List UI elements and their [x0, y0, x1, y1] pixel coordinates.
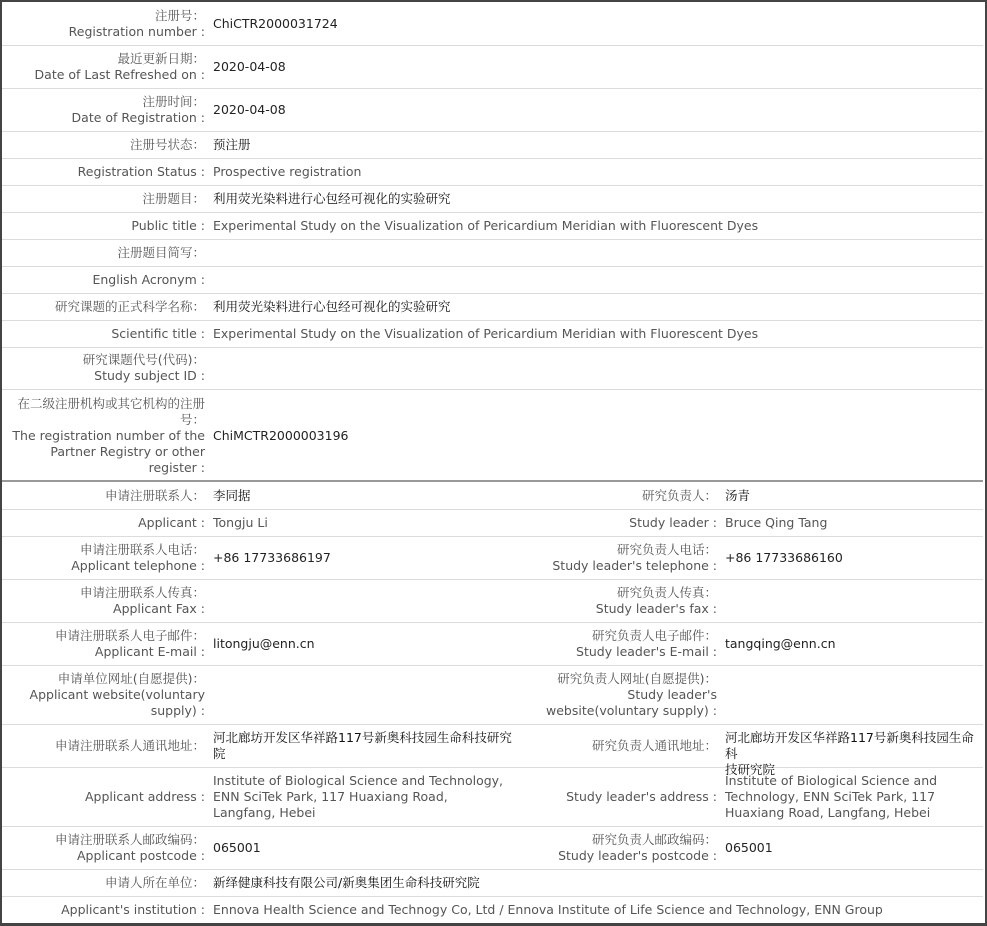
- label-institution-cn: 申请人所在单位：: [104, 875, 205, 890]
- label-cn: 研究负责人电子邮件: [591, 628, 705, 643]
- value-study-leader-en: Bruce Qing Tang: [725, 515, 828, 530]
- value-study-leader-email: tangqing@enn.cn: [725, 636, 836, 651]
- value-status-cn: 预注册: [213, 137, 251, 152]
- label-cn: 研究课题代号(代码): [82, 352, 193, 367]
- value-last-refreshed: 2020-04-08: [213, 59, 286, 74]
- label-status-cn: 注册号状态：: [129, 137, 205, 152]
- label-cn: 申请注册联系人: [104, 488, 193, 503]
- label-acronym-cn: 注册题目简写：: [117, 245, 205, 260]
- label-cn: 研究负责人邮政编码: [591, 832, 705, 847]
- value-line-2: Technology, ENN SciTek Park, 117: [725, 789, 936, 804]
- row-address-en: [2, 768, 983, 827]
- value-applicant-cn: 李同据: [213, 488, 251, 503]
- label-cn: 注册时间: [142, 94, 193, 109]
- row-status-cn: [2, 132, 983, 159]
- value-scientific-title-en: Experimental Study on the Visualization of Pericardium Meridian with Fluorescent Dyes: [213, 326, 759, 341]
- label-en: Study leader's fax: [595, 601, 709, 616]
- label-en: Date of Last Refreshed on: [34, 67, 197, 82]
- label-applicant-telephone: 申请注册联系人电话： Applicant telephone :: [71, 542, 205, 573]
- label-applicant-fax: 申请注册联系人传真： Applicant Fax :: [79, 585, 205, 616]
- label-study-subject-id: 研究课题代号(代码)： Study subject ID :: [82, 352, 205, 383]
- label-study-leader-cn: 研究负责人：: [641, 488, 717, 503]
- label-institution-en: Applicant's institution :: [61, 902, 205, 917]
- value-line-2: 院: [213, 746, 226, 761]
- row-acronym-cn: [2, 240, 983, 267]
- row-postcode: [2, 827, 983, 870]
- value-public-title-en: Experimental Study on the Visualization of Pericardium Meridian with Fluorescent Dyes: [213, 218, 759, 233]
- value-scientific-title-cn: 利用荧光染料进行心包经可视化的实验研究: [213, 299, 451, 314]
- label-en-line-2: supply): [150, 703, 197, 718]
- label-en: Applicant postcode: [76, 848, 197, 863]
- label-scientific-title-cn: 研究课题的正式科学名称：: [54, 299, 205, 314]
- label-en: Study leader: [629, 515, 709, 530]
- label-en: Study leader's address: [566, 789, 709, 804]
- label-cn: 申请单位网址(自愿提供): [57, 671, 193, 686]
- value-public-title-cn: 利用荧光染料进行心包经可视化的实验研究: [213, 191, 451, 206]
- value-line-1: Institute of Biological Science and: [725, 773, 938, 788]
- label-en: Applicant Fax: [113, 601, 197, 616]
- value-line-3: Huaxiang Road, Langfang, Hebei: [725, 805, 931, 820]
- label-en: Date of Registration: [71, 110, 197, 125]
- label-en-line-3: register: [148, 460, 197, 475]
- label-applicant-address-en: Applicant address :: [85, 789, 205, 804]
- label-cn: 申请人所在单位: [104, 875, 193, 890]
- value-applicant-address-cn: [213, 730, 512, 762]
- value-applicant-address-en: [213, 773, 503, 821]
- value-applicant-email: litongju@enn.cn: [213, 636, 315, 651]
- value-line-1: 河北廊坊开发区华祥路117号新奥科技园生命科技研究: [213, 730, 512, 745]
- label-en-line-2: Partner Registry or other: [50, 444, 205, 459]
- label-applicant-address-cn: 申请注册联系人通讯地址：: [54, 738, 205, 753]
- label-cn: 注册题目简写: [117, 245, 193, 260]
- label-cn-line-1: 在二级注册机构或其它机构的注册: [17, 396, 205, 411]
- label-cn: 研究负责人: [641, 488, 705, 503]
- label-last-refreshed: 最近更新日期： Date of Last Refreshed on :: [34, 51, 205, 82]
- label-en: Applicant address: [85, 789, 197, 804]
- value-line-1: Institute of Biological Science and Technology,: [213, 773, 504, 788]
- row-last-refreshed: [2, 46, 983, 89]
- label-study-leader-fax: 研究负责人传真： Study leader's fax :: [595, 585, 717, 616]
- row-partner-registry: [2, 390, 983, 482]
- value-registration-number: ChiCTR2000031724: [213, 16, 338, 31]
- label-cn: 最近更新日期: [117, 51, 193, 66]
- label-public-title-cn: 注册题目：: [142, 191, 205, 206]
- row-study-subject-id: [2, 348, 983, 390]
- label-applicant-cn: 申请注册联系人：: [104, 488, 205, 503]
- value-applicant-en: Tongju Li: [213, 515, 268, 530]
- label-en: Public title: [131, 218, 197, 233]
- label-cn: 研究课题的正式科学名称: [54, 299, 193, 314]
- label-registration-number: 注册号： Registration number :: [68, 8, 205, 39]
- row-institution-cn: [2, 870, 983, 897]
- label-study-leader-telephone: 研究负责人电话： Study leader's telephone :: [552, 542, 717, 573]
- label-cn: 研究负责人电话: [616, 542, 705, 557]
- row-applicant-en: [2, 510, 983, 537]
- label-applicant-en: Applicant :: [138, 515, 205, 530]
- label-status-en: Registration Status :: [77, 164, 205, 179]
- label-en: Applicant's institution: [61, 902, 197, 917]
- row-website: [2, 666, 983, 725]
- label-en: Registration number: [68, 24, 197, 39]
- label-cn: 申请注册联系人传真: [79, 585, 193, 600]
- value-line-2: 技研究院: [725, 762, 776, 777]
- value-institution-cn: 新绎健康科技有限公司/新奥集团生命科技研究院: [213, 875, 480, 890]
- label-cn: 注册号: [154, 8, 193, 23]
- row-scientific-title-en: [2, 321, 983, 348]
- label-cn: 申请注册联系人通讯地址: [54, 738, 193, 753]
- label-study-leader-en: Study leader :: [629, 515, 717, 530]
- label-en: Applicant E-mail: [94, 644, 197, 659]
- row-telephone: [2, 537, 983, 580]
- label-applicant-website: 申请单位网址(自愿提供)： Applicant website(voluntary supply) :: [6, 671, 205, 719]
- row-email: [2, 623, 983, 666]
- value-study-leader-address-en: [725, 773, 937, 821]
- label-study-leader-email: 研究负责人电子邮件： Study leader's E-mail :: [576, 628, 717, 659]
- value-applicant-postcode: 065001: [213, 840, 261, 855]
- label-en: Applicant: [138, 515, 197, 530]
- label-en-line-1: The registration number of the: [12, 428, 205, 443]
- row-applicant-cn: [2, 482, 983, 510]
- label-en: Applicant telephone: [71, 558, 197, 573]
- label-en-line-1: Study leader's: [627, 687, 717, 702]
- row-date-registration: [2, 89, 983, 132]
- label-cn: 申请注册联系人电子邮件: [54, 628, 193, 643]
- label-applicant-email: 申请注册联系人电子邮件： Applicant E-mail :: [54, 628, 205, 659]
- label-acronym-en: English Acronym :: [92, 272, 205, 287]
- label-en: English Acronym: [92, 272, 197, 287]
- label-en: Registration Status: [77, 164, 197, 179]
- value-date-registration: 2020-04-08: [213, 102, 286, 117]
- value-partner-registry: ChiMCTR2000003196: [213, 428, 349, 443]
- value-study-leader-telephone: +86 17733686160: [725, 550, 843, 565]
- value-applicant-telephone: +86 17733686197: [213, 550, 331, 565]
- row-public-title-cn: [2, 186, 983, 213]
- label-date-registration: 注册时间： Date of Registration :: [71, 94, 205, 125]
- value-status-en: Prospective registration: [213, 164, 362, 179]
- row-acronym-en: [2, 267, 983, 294]
- label-cn: 注册题目: [142, 191, 193, 206]
- label-study-leader-address-en: Study leader's address :: [566, 789, 717, 804]
- label-en: Study subject ID: [94, 368, 197, 383]
- value-line-2: ENN SciTek Park, 117 Huaxiang Road,: [213, 789, 448, 804]
- label-study-leader-website: 研究负责人网址(自愿提供)： Study leader's website(voluntary supply) :: [518, 671, 717, 719]
- label-study-leader-address-cn: 研究负责人通讯地址：: [591, 738, 717, 753]
- value-institution-en: Ennova Health Science and Technogy Co, Ltd / Ennova Institute of Life Science and Technology, ENN Group: [213, 902, 883, 917]
- label-cn-line-2: 号: [179, 412, 193, 427]
- label-cn: 注册号状态: [129, 137, 193, 152]
- row-address-cn: [2, 725, 983, 777]
- row-fax: [2, 580, 983, 623]
- label-en: Study leader's postcode: [558, 848, 709, 863]
- row-institution-en: [2, 897, 983, 922]
- row-status-en: [2, 159, 983, 186]
- value-study-leader-postcode: 065001: [725, 840, 773, 855]
- label-en: Study leader's telephone: [552, 558, 709, 573]
- label-en: Study leader's E-mail: [576, 644, 709, 659]
- label-applicant-postcode: 申请注册联系人邮政编码： Applicant postcode :: [54, 832, 205, 863]
- row-scientific-title-cn: [2, 294, 983, 321]
- label-cn: 申请注册联系人电话: [79, 542, 193, 557]
- label-cn: 申请注册联系人邮政编码: [54, 832, 193, 847]
- label-cn: 研究负责人网址(自愿提供): [557, 671, 705, 686]
- label-cn: 研究负责人传真: [616, 585, 705, 600]
- label-en-line-2: website(voluntary supply): [546, 703, 709, 718]
- row-registration-number: [2, 2, 983, 46]
- value-line-3: Langfang, Hebei: [213, 805, 316, 820]
- value-line-1: 河北廊坊开发区华祥路117号新奥科技园生命科: [725, 730, 974, 761]
- label-public-title-en: Public title :: [131, 218, 205, 233]
- label-en-line-1: Applicant website(voluntary: [29, 687, 205, 702]
- label-en: Scientific title: [111, 326, 197, 341]
- label-partner-registry: 在二级注册机构或其它机构的注册 号： The registration number of the Partner Registry or other register :: [6, 396, 205, 476]
- label-cn: 研究负责人通讯地址: [591, 738, 705, 753]
- row-public-title-en: [2, 213, 983, 240]
- label-study-leader-postcode: 研究负责人邮政编码： Study leader's postcode :: [558, 832, 717, 863]
- label-scientific-title-en: Scientific title :: [111, 326, 205, 341]
- value-study-leader-cn: 汤青: [725, 488, 751, 503]
